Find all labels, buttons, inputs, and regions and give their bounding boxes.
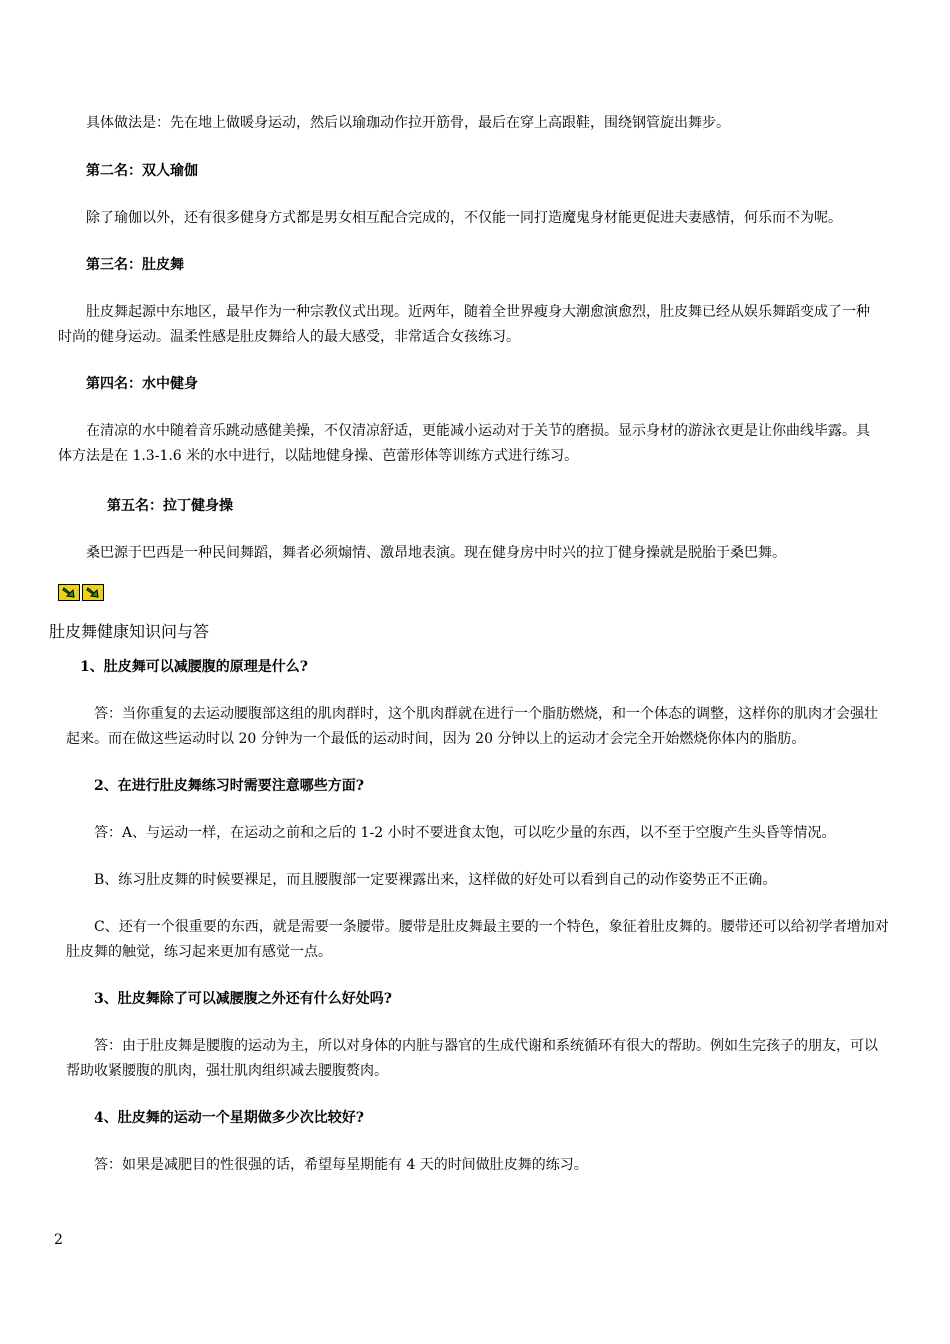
question-4: 4、肚皮舞的运动一个星期做多少次比较好? <box>94 1110 364 1126</box>
answer-3-line-1: 答：由于肚皮舞是腰腹的运动为主，所以对身体的内脏与器官的生成代谢和系统循环有很大的帮助。例如生完孩子的朋友，可以 <box>94 1038 878 1054</box>
page-number: 2 <box>54 1232 63 1248</box>
icon-row <box>58 584 106 601</box>
question-1: 1、肚皮舞可以减腰腹的原理是什么? <box>80 659 308 675</box>
section-title: 肚皮舞健康知识问与答 <box>49 622 210 641</box>
answer-2-a: 答：A、与运动一样，在运动之前和之后的 1-2 小时不要进食太饱，可以吃少量的东西，以不至于空腹产生头昏等情况。 <box>94 825 836 841</box>
paragraph-belly-dance-line-2: 时尚的健身运动。温柔性感是肚皮舞给人的最大感受，非常适合女孩练习。 <box>58 329 520 345</box>
pencil-icon <box>82 584 104 601</box>
answer-3-line-2: 帮助收紧腰腹的肌肉，强壮肌肉组织减去腰腹赘肉。 <box>66 1063 388 1079</box>
paragraph-couple-yoga: 除了瑜伽以外，还有很多健身方式都是男女相互配合完成的，不仅能一同打造魔鬼身材能更促进夫妻感情，何乐而不为呢。 <box>86 210 842 226</box>
answer-1-line-2: 起来。而在做这些运动时以 20 分钟为一个最低的运动时间，因为 20 分钟以上的运动才会完全开始燃烧你体内的脂肪。 <box>66 731 806 747</box>
heading-rank-2: 第二名：双人瑜伽 <box>86 163 198 179</box>
answer-2-b: B、练习肚皮舞的时候要裸足，而且腰腹部一定要裸露出来，这样做的好处可以看到自己的动作姿势正不正确。 <box>94 872 777 888</box>
question-3: 3、肚皮舞除了可以减腰腹之外还有什么好处吗? <box>94 991 392 1007</box>
paragraph-water-fitness-line-1: 在清凉的水中随着音乐跳动感健美操，不仅清凉舒适，更能减小运动对于关节的磨损。显示身材的游泳衣更是让你曲线毕露。具 <box>86 423 870 439</box>
answer-4: 答：如果是减肥目的性很强的话，希望每星期能有 4 天的时间做肚皮舞的练习。 <box>94 1157 588 1173</box>
paragraph-latin-fitness: 桑巴源于巴西是一种民间舞蹈，舞者必须煽情、激昂地表演。现在健身房中时兴的拉丁健身操就是脱胎于桑巴舞。 <box>86 545 786 561</box>
paragraph-pole-dance-method: 具体做法是：先在地上做暖身运动，然后以瑜珈动作拉开筋骨，最后在穿上高跟鞋，围绕钢管旋出舞步。 <box>86 115 730 131</box>
answer-2-c-line-2: 肚皮舞的触觉，练习起来更加有感觉一点。 <box>66 944 332 960</box>
question-2: 2、在进行肚皮舞练习时需要注意哪些方面? <box>94 778 364 794</box>
heading-rank-4: 第四名：水中健身 <box>86 376 198 392</box>
paragraph-belly-dance-line-1: 肚皮舞起源中东地区，最早作为一种宗教仪式出现。近两年，随着全世界瘦身大潮愈演愈烈，肚皮舞已经从娱乐舞蹈变成了一种 <box>86 304 870 320</box>
paragraph-water-fitness-line-2: 体方法是在 1.3-1.6 米的水中进行，以陆地健身操、芭蕾形体等训练方式进行练习。 <box>58 448 579 464</box>
heading-rank-5: 第五名：拉丁健身操 <box>107 498 233 514</box>
answer-1-line-1: 答：当你重复的去运动腰腹部这组的肌肉群时，这个肌肉群就在进行一个脂肪燃烧，和一个体态的调整，这样你的肌肉才会强壮 <box>94 706 878 722</box>
pencil-icon <box>58 584 80 601</box>
heading-rank-3: 第三名：肚皮舞 <box>86 257 184 273</box>
answer-2-c-line-1: C、还有一个很重要的东西，就是需要一条腰带。腰带是肚皮舞最主要的一个特色，象征着肚皮舞的。腰带还可以给初学者增加对 <box>94 919 889 935</box>
